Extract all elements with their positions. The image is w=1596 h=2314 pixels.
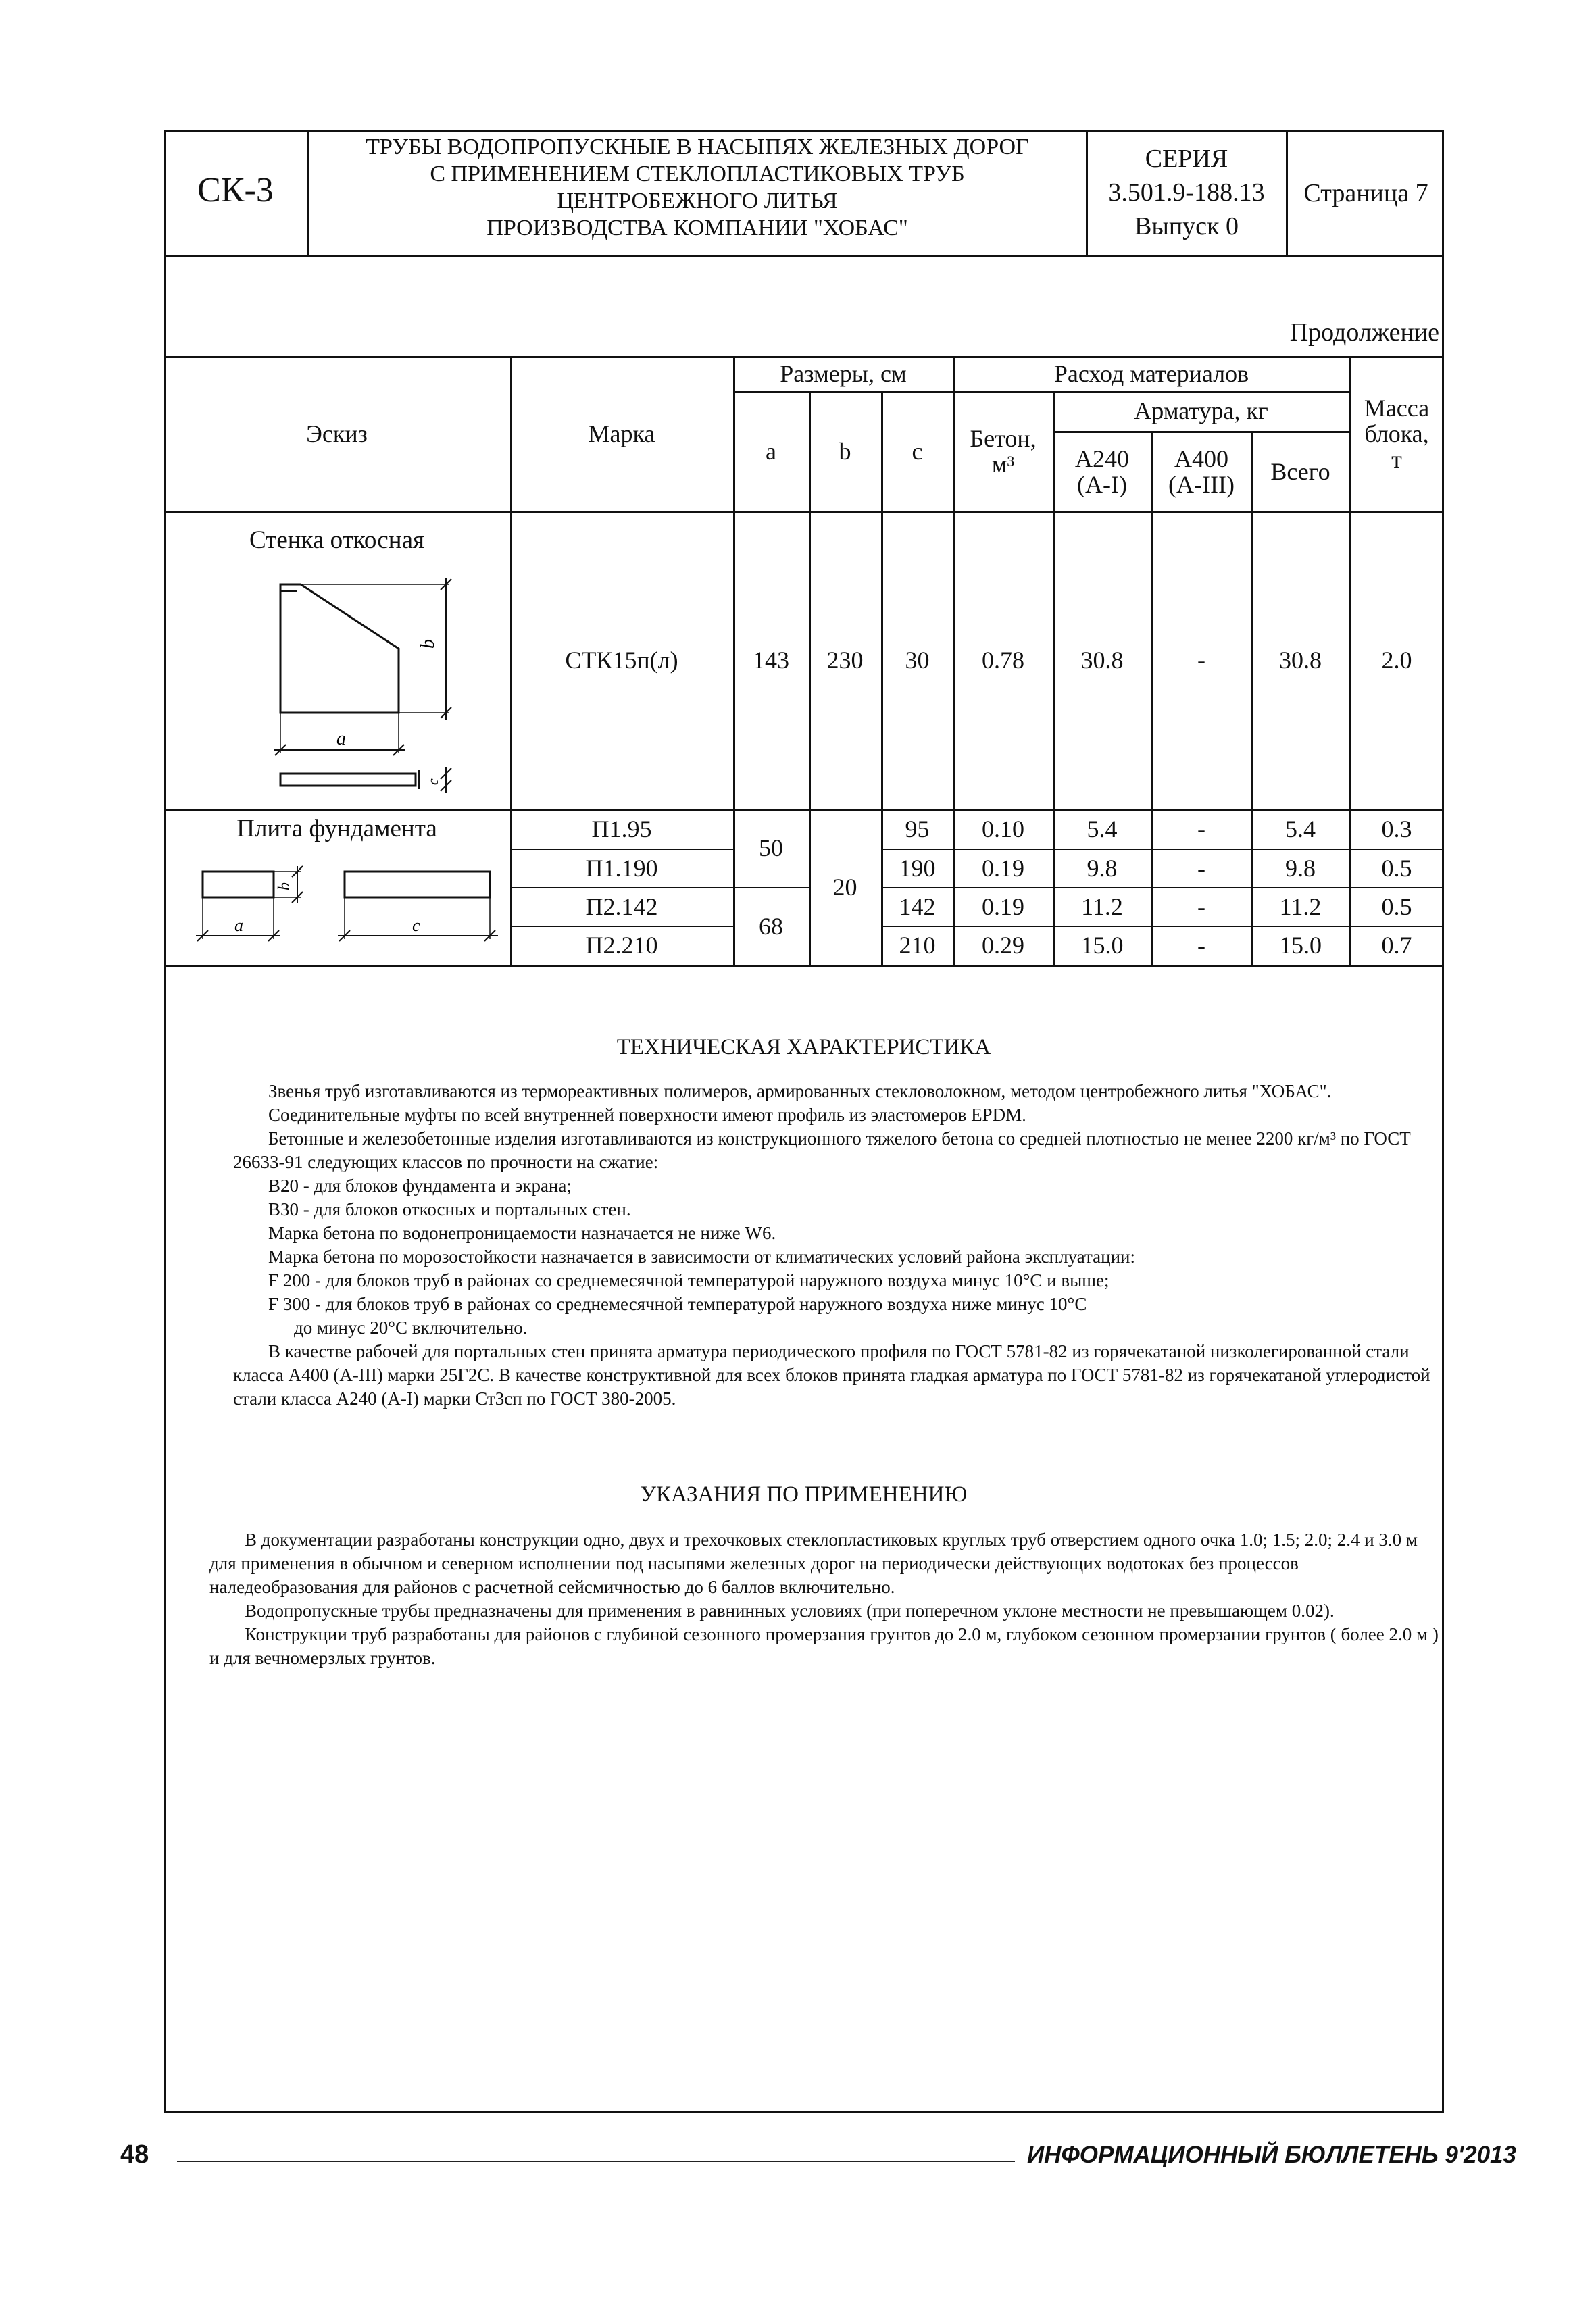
tech-paragraph: Соединительные муфты по всей внутренней поверхности имеют профиль из эластомеров EPDM. [268,1105,1026,1125]
document-title [309,134,1085,242]
group1-a: 143 [753,647,789,674]
group2-concrete: 0.19 [982,854,1024,882]
header-mass-line2: блока, [1364,420,1429,447]
series-label: СЕРИЯ [1145,145,1228,173]
dim-label-b: b [418,639,439,649]
title-line: ПРОИЗВОДСТВА КОМПАНИИ "ХОБАС" [487,216,908,241]
group2-total: 15.0 [1279,932,1322,959]
group2-mass: 0.7 [1381,932,1412,959]
usage-paragraph: В документации разработаны конструкции одно, двух и трехочковых стеклопластиковых круглых труб отверстием одного очка 1.0; 1.5; 2.0; 2.4 и 3.0 м для применения в обычном и северном исполнении под насыпями железных дорог на периодически действующих водотоках без процессов наледеобразования для районов с расчетной сейсмичностью до 6 баллов включительно. [209,1530,1418,1597]
group2-mass: 0.5 [1381,892,1412,920]
tech-paragraph: Марка бетона по водонепроницаемости назначается не ниже W6. [268,1223,776,1243]
sheet-code: СК-3 [197,171,274,209]
retaining-wall-sketch [257,568,473,797]
group2-concrete: 0.10 [982,815,1024,842]
dim-label-a: a [234,915,243,935]
group2-a240: 5.4 [1087,815,1118,842]
header-a400-sub: (А-III) [1168,470,1235,498]
group2-mark: П2.142 [585,892,658,920]
title-line: С ПРИМЕНЕНИЕМ СТЕКЛОПЛАСТИКОВЫХ ТРУБ [430,161,965,186]
header-total: Всего [1270,457,1330,485]
header-c: c [912,437,923,465]
group2-title: Плита фундамента [236,815,437,842]
group2-a400: - [1197,932,1205,959]
foundation-slab-sketch [193,865,510,966]
usage-heading: УКАЗАНИЯ ПО ПРИМЕНЕНИЮ [640,1482,968,1507]
tech-paragraph: В30 - для блоков откосных и портальных стен. [268,1199,631,1219]
group2-total: 5.4 [1285,815,1316,842]
header-a240 [1053,431,1151,511]
wall-outline [280,584,399,713]
page-label: Страница 7 [1303,179,1428,207]
continuation-label: Продолжение [1289,318,1439,347]
series-number: 3.501.9-188.13 [1108,178,1265,207]
dim-label-c: c [412,915,420,935]
footer-rule [177,2161,1015,2162]
journal-name: ИНФОРМАЦИОННЫЙ БЮЛЛЕТЕНЬ 9'2013 [1027,2142,1516,2168]
group2-b-merged: 20 [832,873,857,901]
title-line: ЦЕНТРОБЕЖНОГО ЛИТЬЯ [557,188,838,213]
usage-text [209,1528,1439,1670]
header-concrete-label: Бетон, [970,424,1037,452]
header-dimensions: Размеры, см [780,359,907,387]
group2-a240: 9.8 [1087,854,1118,882]
group1-mass: 2.0 [1381,647,1412,674]
group1-mark: СТК15п(л) [565,647,678,674]
group1-concrete: 0.78 [982,647,1024,674]
header-a240-label: А240 [1075,445,1129,472]
header-consumption: Расход материалов [1053,359,1249,387]
group2-total: 11.2 [1279,892,1322,920]
group2-mark: П2.210 [585,932,658,959]
group2-mark: П1.95 [591,815,652,842]
header-mass-line1: Масса [1364,395,1430,422]
header-concrete-unit: м³ [991,450,1015,478]
tech-text [233,1080,1436,1411]
group2-a400: - [1197,892,1205,920]
group2-concrete: 0.19 [982,892,1024,920]
group2-a400: - [1197,854,1205,882]
group2-a400: - [1197,815,1205,842]
tech-paragraph: Бетонные и железобетонные изделия изготавливаются из конструкционного тяжелого бетона со средней плотностью не менее 2200 кг/м³ по ГОСТ 26633-91 следующих классов по прочности на сжатие: [233,1128,1411,1172]
group2-a-merged: 68 [759,912,783,940]
group2-c: 95 [905,815,930,842]
group2-c: 210 [899,932,936,959]
tech-paragraph: F 200 - для блоков труб в районах со среднемесячной температурой наружного воздуха минус 10°С и выше; [268,1270,1109,1290]
header-a240-sub: (А-I) [1077,470,1127,498]
dim-label-a: a [336,728,346,749]
group2-mass: 0.5 [1381,854,1412,882]
slab-section [203,872,274,897]
header-mark: Марка [588,420,655,447]
header-concrete [953,391,1053,511]
usage-paragraph: Конструкции труб разработаны для районов с глубиной сезонного промерзания грунтов до 2.0 м, глубоком сезонном промерзании грунтов ( более 2.0 м ) и для вечномерзлых грунтов. [209,1624,1439,1668]
group2-c: 142 [899,892,936,920]
header-mass-line3: т [1391,446,1402,473]
group1-a400: - [1197,647,1205,674]
group2-total: 9.8 [1285,854,1316,882]
tech-paragraph: В качестве рабочей для портальных стен принята арматура периодического профиля по ГОСТ 5781-82 из горячекатаной низколегированной стали класса А400 (А-III) марки 25Г2С. В качестве конструктивной для всех блоков принята гладкая арматура по ГОСТ 5781-82 из горячекатаной углеродистой стали класса А240 (А-I) марки Ст3сп по ГОСТ 380-2005. [233,1341,1430,1409]
group2-a-merged: 50 [759,834,783,861]
group1-b: 230 [826,647,864,674]
group1-title: Стенка откосная [249,526,425,554]
wall-section [280,774,416,786]
dim-label-b: b [276,882,293,890]
title-block-bottom-line [164,255,1444,257]
issue-number: Выпуск 0 [1134,212,1239,241]
group2-a240: 15.0 [1080,932,1124,959]
header-rebar: Арматура, кг [1134,397,1268,424]
group2-mark: П1.190 [585,854,658,882]
tech-paragraph: Марка бетона по морозостойкости назначается в зависимости от климатических условий района эксплуатации: [268,1247,1135,1267]
group1-c: 30 [905,647,930,674]
group1-a240: 30.8 [1080,647,1124,674]
group2-c: 190 [899,854,936,882]
header-a400-label: А400 [1174,445,1228,472]
header-a: a [766,437,776,465]
slab-plan [345,872,490,897]
tech-paragraph: В20 - для блоков фундамента и экрана; [268,1176,572,1196]
header-a400 [1151,431,1251,511]
dim-label-c: c [424,778,441,785]
tech-paragraph: до минус 20°С включительно. [294,1317,528,1338]
header-sketch: Эскиз [306,420,368,447]
tech-paragraph: F 300 - для блоков труб в районах со среднемесячной температурой наружного воздуха ниже минус 10°С [268,1294,1087,1314]
tech-paragraph: Звенья труб изготавливаются из термореактивных полимеров, армированных стекловолокном, методом центробежного литья "ХОБАС". [268,1081,1332,1101]
group2-a240: 11.2 [1081,892,1123,920]
group2-mass: 0.3 [1381,815,1412,842]
tech-heading: ТЕХНИЧЕСКАЯ ХАРАКТЕРИСТИКА [616,1035,991,1059]
usage-paragraph: Водопропускные трубы предназначены для применения в равнинных условиях (при поперечном уклоне местности не превышающем 0.02). [245,1601,1335,1621]
series-block [1088,142,1285,243]
header-mass [1349,356,1444,511]
title-line: ТРУБЫ ВОДОПРОПУСКНЫЕ В НАСЫПЯХ ЖЕЛЕЗНЫХ ДОРОГ [366,134,1029,159]
page-number: 48 [120,2140,149,2169]
group1-total: 30.8 [1279,647,1322,674]
group2-concrete: 0.29 [982,932,1024,959]
header-b: b [839,437,851,465]
